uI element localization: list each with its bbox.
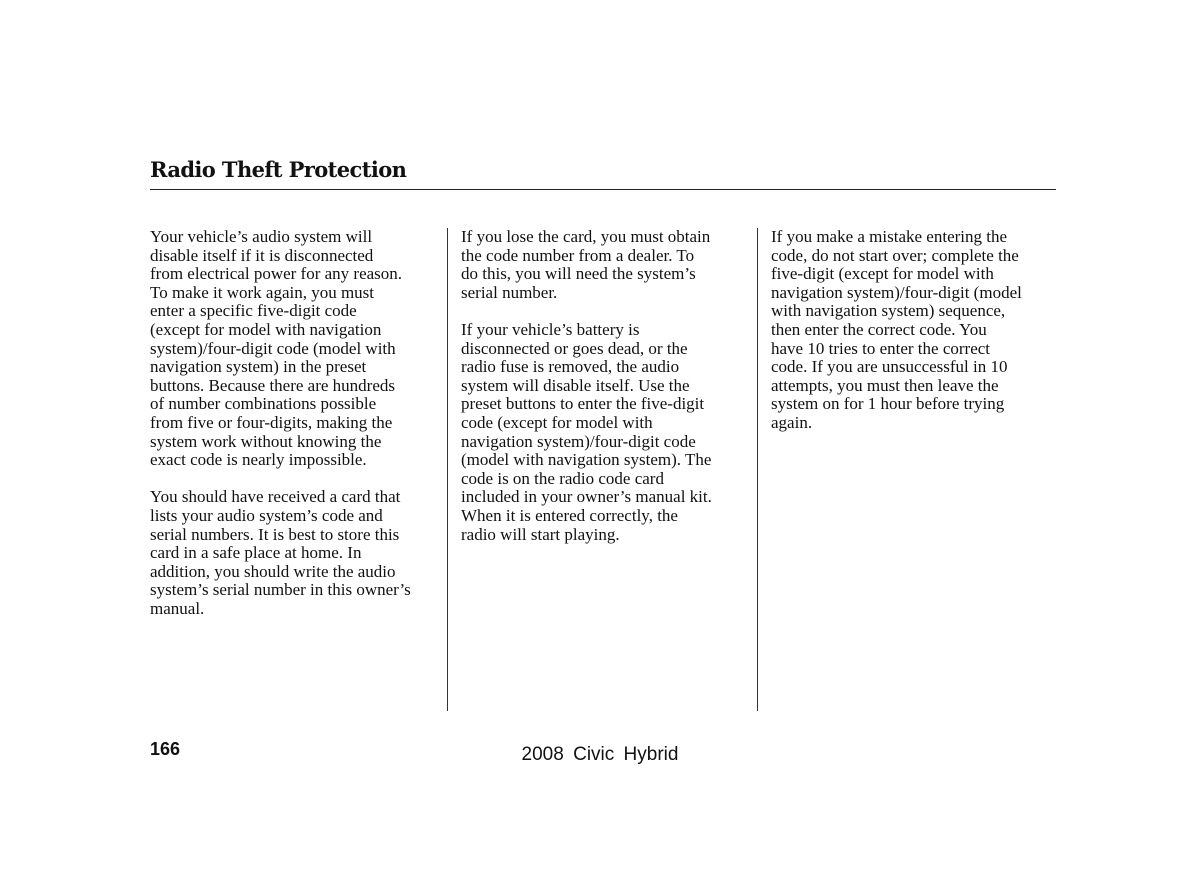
paragraph-battery-disconnected: If your vehicle’s battery is disconnected or goes dead, or the radio fuse is removed, the audio system will disable itself. Use the preset buttons to enter the five-digit code (except for model with navigation system)/four-digit code (model with navigation system). The code is on the radio code card included in your owner’s manual kit. When it is entered correctly, the radio will start playing. [461, 319, 712, 544]
paragraph-audio-disable: Your vehicle’s audio system will disable itself if it is disconnected from electrical power for any reason. To make it work again, you must enter a specific five-digit code (except for model with navigation system)/four-digit code (model with navigation system) in the preset buttons. Because there are hundreds of number combinations possible from five or four-digits, making the system work without knowing the exact code is nearly impossible. [150, 227, 403, 470]
text-column-2 [461, 228, 757, 563]
paragraph-mistake-entering: If you make a mistake entering the code, do not start over; complete the five-digit (except for model with navigation system)/four-digit (model with navigation system) sequence, then enter the correct code. You have 10 tries to enter the correct code. If you are unsuccessful in 10 attempts, you must then leave the system on for 1 hour before trying again. [771, 227, 1022, 432]
text-column-1 [150, 228, 446, 637]
paragraph-code-card: You should have received a card that lists your audio system’s code and serial numbers. It is best to store this card in a safe place at home. In addition, you should write the audio system’s serial number in this owner’s manual. [150, 487, 411, 618]
column-divider-2 [757, 228, 758, 711]
text-column-3 [771, 228, 1067, 451]
title-rule [150, 189, 1056, 190]
paragraph-lost-card: If you lose the card, you must obtain the code number from a dealer. To do this, you will need the system’s serial number. [461, 227, 711, 302]
page-number: 166 [150, 739, 181, 759]
column-divider-1 [447, 228, 448, 711]
page-title: Radio Theft Protection [150, 157, 407, 182]
footer-title: 2008 Civic Hybrid [521, 744, 679, 765]
